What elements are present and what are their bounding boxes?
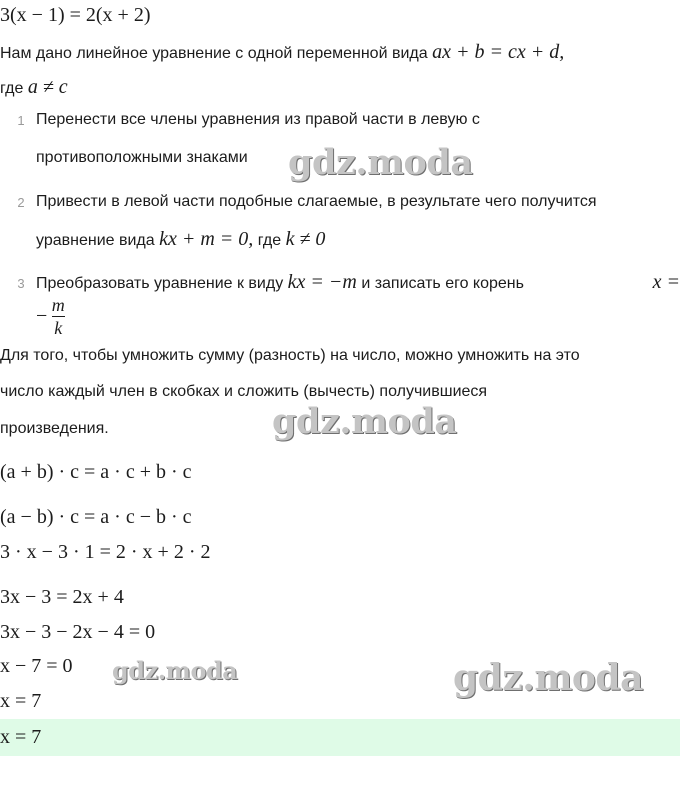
step-2-line-2-wrap xyxy=(36,228,325,251)
step-2-line-2: уравнение вида xyxy=(36,232,155,249)
intro-condition: a ≠ c xyxy=(27,76,68,98)
answer-highlight xyxy=(0,719,680,756)
step-3-formula: kx = −m xyxy=(287,271,357,293)
rule-line-2: число каждый член в скобках и сложить (вычесть) получившиеся xyxy=(0,383,488,400)
step-2-where-label: где xyxy=(257,232,282,249)
step-1-line-2: противоположными знаками xyxy=(36,149,248,166)
answer-text: x = 7 xyxy=(0,726,42,748)
solution-step-3: 3x − 3 − 2x − 4 = 0 xyxy=(0,621,156,643)
watermark-logo: gdz.moda xyxy=(288,142,473,183)
step-3-fraction-wrap xyxy=(36,296,65,337)
step-2-number: 2 xyxy=(17,195,25,210)
step-3-fraction xyxy=(52,296,65,337)
step-3-number: 3 xyxy=(17,276,25,291)
step-3-root-lhs: x = xyxy=(652,271,680,293)
step-3-frac-numerator: m xyxy=(51,295,65,315)
solution-step-2: 3x − 3 = 2x + 4 xyxy=(0,586,124,608)
step-2-condition: k ≠ 0 xyxy=(285,228,326,250)
step-3-line-1: Преобразовать уравнение к виду xyxy=(36,275,284,292)
step-3-frac-sign: − xyxy=(36,305,48,327)
watermark-logo: gdz.moda xyxy=(272,401,457,442)
solution-step-5: x = 7 xyxy=(0,690,42,712)
watermark-logo: gdz.moda xyxy=(112,656,238,685)
formula-sum: (a + b) · c = a · c + b · c xyxy=(0,461,192,483)
intro-form: ax + b = cx + d, xyxy=(432,41,565,63)
header-equation: 3(x − 1) = 2(x + 2) xyxy=(0,4,151,26)
formula-difference: (a − b) · c = a · c − b · c xyxy=(0,506,192,528)
intro-line xyxy=(0,41,564,64)
step-1-line-1: Перенести все члены уравнения из правой части в левую с xyxy=(36,111,480,128)
solution-step-4: x − 7 = 0 xyxy=(0,655,73,677)
solution-step-1: 3 · x − 3 · 1 = 2 · x + 2 · 2 xyxy=(0,541,211,563)
step-2-formula: kx + m = 0, xyxy=(159,228,254,250)
rule-line-3: произведения. xyxy=(0,420,109,437)
step-1-number: 1 xyxy=(17,113,25,128)
step-3-line-1-wrap xyxy=(36,271,680,294)
rule-line-1: Для того, чтобы умножить сумму (разность) на число, можно умножить на это xyxy=(0,347,580,364)
step-3-frac-denominator: k xyxy=(54,318,63,338)
intro-text: Нам дано линейное уравнение с одной переменной вида xyxy=(0,45,428,62)
step-3-line-1-tail: и записать его корень xyxy=(361,275,524,292)
step-2-line-1: Привести в левой части подобные слагаемые, в результате чего получится xyxy=(36,193,597,210)
intro-where-label: где xyxy=(0,80,24,97)
watermark-logo: gdz.moda xyxy=(453,657,643,699)
fraction-bar xyxy=(52,316,65,317)
intro-condition-line xyxy=(0,76,68,99)
